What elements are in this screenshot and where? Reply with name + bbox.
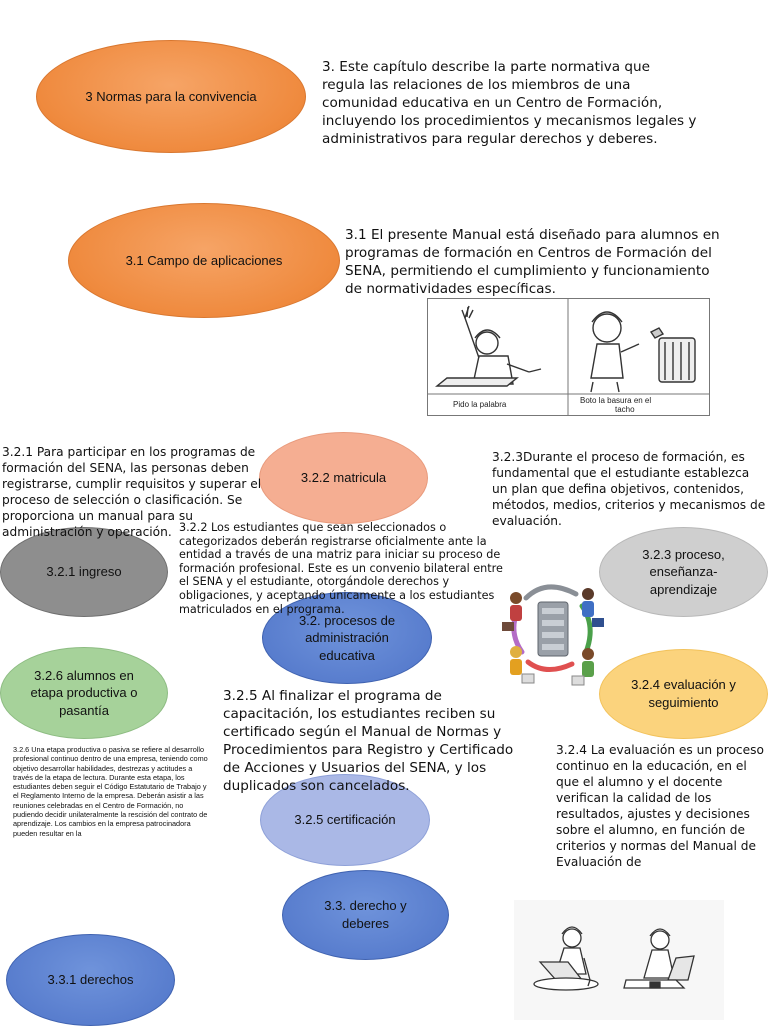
caption-tacho: tacho — [615, 405, 635, 414]
text-campo-aplicaciones: 3.1 El presente Manual está diseñado para alumnos en programas de formación en Centros de Formación del SENA, permitiendo el cumplimiento y funcionamiento de normatividades específicas. — [345, 227, 720, 297]
node-label: 3.2. procesos de administración educativa — [298, 612, 396, 663]
node-label: 3.2.6 alumnos en etapa productiva o pasantía — [30, 667, 138, 718]
node-proceso-ensenanza — [599, 527, 768, 617]
node-normas-convivencia — [36, 40, 306, 153]
node-label: 3.1 Campo de aplicaciones — [125, 252, 283, 268]
node-etapa-productiva — [0, 647, 168, 739]
node-label: 3.2.1 ingreso — [46, 564, 122, 580]
node-label: 3.2.4 evaluación y seguimiento — [631, 677, 736, 710]
node-derechos — [6, 934, 175, 1026]
node-matricula — [259, 432, 428, 524]
server-rack-icon — [538, 602, 568, 656]
students-laptops-illustration — [514, 900, 724, 1020]
caption-pido-palabra: Pido la palabra — [453, 400, 507, 409]
node-label: 3 Normas para la convivencia — [85, 88, 257, 104]
caption-boto-basura: Boto la basura en el — [580, 396, 652, 405]
text-certificacion: 3.2.5 Al finalizar el programa de capacitación, los estudiantes reciben su certificado según el Manual de Normas y Procedimientos para Registro y Certificado de Acciones y Usuarios del SENA, y los duplicados son cancelados. — [223, 688, 514, 794]
node-label: 3.2.5 certificación — [294, 812, 396, 828]
node-evaluacion-seguimiento — [599, 649, 768, 739]
text-evaluacion: 3.2.4 La evaluación es un proceso continuo en la educación, en el que el alumno y el docente verifican la calidad de los resultados, ajustes y decisiones sobre el alumno, en función de criterios y normas del Manual de Evaluación de — [556, 743, 764, 869]
text-matricula: 3.2.2 Los estudiantes que sean seleccionados o categorizados deberán registrarse oficialmente ante la entidad a través de una matriz para iniciar su proceso de formación profesional. Este es un convenio bilateral entre el SENA y el estudiante, otorgándole derechos y obligaciones, y aceptando únicamente a los estudiantes matriculados en el programa. — [179, 521, 503, 616]
node-label: 3.2.2 matricula — [300, 470, 387, 486]
text-proceso-ensenanza: 3.2.3Durante el proceso de formación, es fundamental que el estudiante establezca un plan que defina objetivos, contenidos, métodos, medios, criterios y mecanismos de evaluación. — [492, 450, 766, 528]
node-label: 3.3. derecho y deberes — [324, 898, 407, 931]
node-label: 3.3.1 derechos — [47, 972, 134, 988]
text-etapa-productiva: 3.2.6 Una etapa productiva o pasiva se refiere al desarrollo profesional continuo dentro de una empresa, teniendo como objetivo desarrollar habilidades, destrezas y actitudes a través de la etapa de lectura. Durante esta etapa, los estudiantes deben seguir el Código Estatutario de Trabajo y el Reglamento Interno de la empresa. Deberán asistir a las reuniones celebradas en el Centro de Formación, no pudiendo decidir unilateralmente la rescisión del contrato de aprendizaje. Los cambios en la empresa patrocinadora pueden resultar en la — [13, 745, 208, 838]
classroom-rules-illustration — [427, 298, 710, 416]
node-derecho-deberes — [282, 870, 449, 960]
node-label: 3.2.3 proceso, enseñanza-aprendizaje — [642, 546, 725, 597]
text-ingreso: 3.2.1 Para participar en los programas de formación del SENA, las personas deben registrarse, cumplir requisitos y superar el proceso de selección o clasificación. Se proporciona un manual para su administración y operación. — [2, 445, 262, 539]
node-ingreso — [0, 527, 168, 617]
data-server-network-illustration — [496, 570, 610, 690]
text-normas: 3. Este capítulo describe la parte normativa que regula las relaciones de los miembros de una comunidad educativa en un Centro de Formación, incluyendo los procedimientos y mecanismos legales y administrativos para regular derechos y deberes. — [322, 59, 697, 147]
node-campo-aplicaciones — [68, 203, 340, 318]
